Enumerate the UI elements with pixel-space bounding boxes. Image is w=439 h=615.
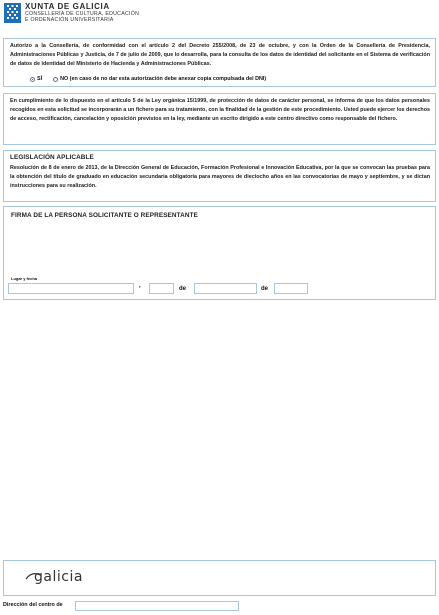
legislation-title: LEGISLACIÓN APLICABLE <box>10 154 94 161</box>
day-input[interactable] <box>149 283 174 294</box>
radio-yes[interactable] <box>30 77 35 82</box>
org-line-2: CONSELLERÍA DE CULTURA, EDUCACIÓN <box>25 11 140 17</box>
xunta-logo <box>4 3 21 23</box>
org-name <box>25 3 139 23</box>
privacy-section <box>3 93 436 145</box>
de-label-1: de <box>179 286 187 292</box>
year-input[interactable] <box>274 283 308 294</box>
privacy-text: En cumplimiento de lo dispuesto en el artículo 5 de la Ley orgánica 15/1999, de protección de datos de carácter personal, se informa de que los datos personales recogidos en esta solicitud se incorporarán a un fichero para su tratamiento, con la finalidad de la gestión de este procedimiento. Usted puede ejercer los derechos de acceso, rectificación, cancelación y oposición previstos en la ley, mediante un escrito dirigido a este centro directivo como responsable del fichero. <box>10 98 430 122</box>
place-date-label: Lugar y fecha <box>11 276 38 281</box>
de-label-2: de <box>261 286 269 292</box>
place-input[interactable] <box>8 283 134 294</box>
month-input[interactable] <box>194 283 257 294</box>
radio-yes-label: SÍ <box>37 76 43 82</box>
authorization-text: Autorizo a la Consellería, de conformidad con el artículo 2 del Decreto 255/2008, de 23 de octubre, y con la Orden de la Consellería de Presidencia, Administraciones Públicas y Justicia, de 7 de julio de 2009, que lo desarrolla, para la consulta de los datos de identidad del solicitante en el Sistema de verificación de datos de identidad del Ministerio de Hacienda y Administraciones Públicas. <box>10 43 430 67</box>
radio-no[interactable] <box>53 77 58 82</box>
radio-no-label: NO (en caso de no dar esta autorización debe anexar copia compulsada del DNI) <box>60 76 267 82</box>
signature-title: FIRMA DE LA PERSONA SOLICITANTE O REPRESENTANTE <box>11 212 198 219</box>
center-address-label: Dirección del centro de <box>3 602 63 608</box>
org-line-1: XUNTA DE GALICIA <box>25 2 110 11</box>
center-address-input[interactable] <box>75 601 239 611</box>
legislation-section <box>3 150 436 202</box>
legislation-text: Resolución de 8 de enero de 2013, de la Dirección General de Educación, Formación Profesional e Innovación Educativa, por la que se convocan las pruebas para la obtención del título de graduado en educación secundaria obligatoria para mayores de dieciocho años en las convocatorias de mayo y septiembre, y se dictan instrucciones para su realización. <box>10 165 430 189</box>
org-line-3: E ORDENACIÓN UNIVERSITARIA <box>25 17 114 24</box>
galicia-brand: galicia <box>34 569 83 585</box>
xunta-crest-icon <box>4 3 21 23</box>
authorization-section <box>3 38 436 87</box>
authorization-options <box>30 76 266 82</box>
comma-separator: , <box>139 283 141 289</box>
galicia-banner <box>3 560 436 596</box>
